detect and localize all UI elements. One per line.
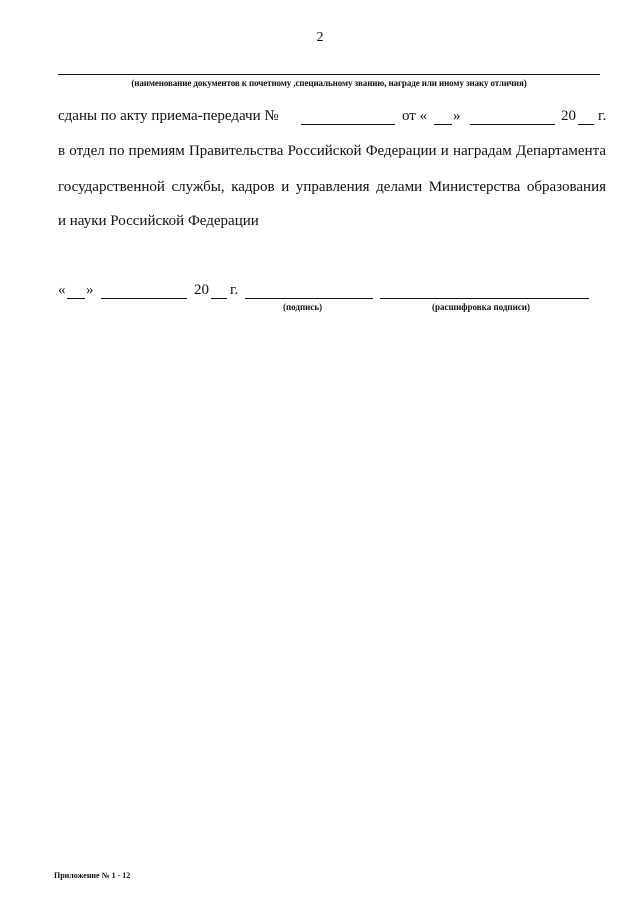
body-line-3: и науки Российской Федерации [58, 213, 259, 229]
page-number: 2 [316, 30, 324, 45]
act-number-blank [301, 124, 395, 125]
act-from-label: от « [402, 108, 428, 124]
footer-annex-label: Приложение № 1 - 12 [54, 871, 131, 880]
act-label: сданы по акту приема-передачи № [58, 108, 279, 124]
sig-year-prefix: 20 [194, 282, 209, 298]
signature-blank [245, 298, 373, 299]
act-line [58, 108, 606, 128]
act-year-prefix: 20 [561, 108, 576, 124]
decoding-caption: (расшифровка подписи) [432, 302, 530, 312]
act-day-blank [434, 124, 452, 125]
document-name-caption: (наименование документов к почетному ,специальному званию, награде или иному знаку отличия) [131, 78, 527, 88]
act-month-blank [470, 124, 555, 125]
sig-year-blank [211, 298, 227, 299]
signature-decoding-blank [380, 298, 589, 299]
sig-quote-open: « [58, 282, 66, 298]
signature-row [58, 282, 606, 302]
document-name-line [58, 74, 600, 75]
act-year-suffix: г. [598, 108, 607, 124]
act-quote-close: » [453, 108, 461, 124]
signature-caption: (подпись) [283, 302, 323, 312]
sig-year-suffix: г. [230, 282, 239, 298]
sig-month-blank [101, 298, 187, 299]
sig-quote-close: » [86, 282, 94, 298]
body-line-2: государственной службы, кадров и управления делами Министерства образования [58, 179, 606, 195]
act-year-blank [578, 124, 594, 125]
body-line-1: в отдел по премиям Правительства Российской Федерации и наградам Департамента [58, 143, 606, 159]
sig-day-blank [67, 298, 85, 299]
